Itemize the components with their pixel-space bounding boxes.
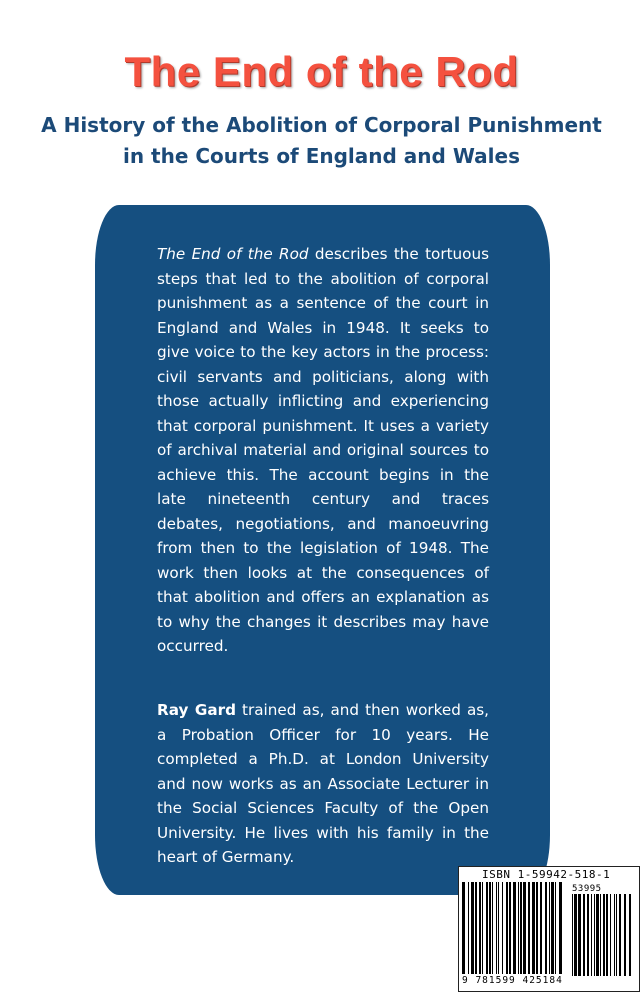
barcode-bar: [475, 882, 477, 974]
barcode-bar: [606, 894, 608, 976]
barcode-bar: [532, 882, 535, 974]
barcode-bar: [559, 882, 562, 974]
price-barcode: [572, 894, 634, 976]
description-italic-title: The End of the Rod: [157, 245, 309, 263]
description-text: describes the tortuous steps that led to the abolition of corporal punishment as a sentence of the court in England and Wales in 1948. It seeks to give voice to the key actors in the process: civil servants and politicians, along with those actually inflicting and experiencing that corporal punishment. It uses a variety of archival material and original sources to achieve this. The account begins in the late nineteenth century and traces debates, negotiations, and manoeuvring from then to the legislation of 1948. The work then looks at the consequences of that abolition and offers an explanation as to why the changes it describes may have occurred.: [157, 245, 489, 655]
barcode-bar: [591, 894, 592, 976]
barcode-bar: [536, 882, 538, 974]
barcode-bar: [545, 882, 547, 974]
barcode-bar: [600, 894, 601, 976]
barcode-bar: [549, 882, 550, 974]
barcode-bar: [551, 882, 554, 974]
barcode-bar: [513, 882, 516, 974]
barcode-bar: [572, 894, 573, 976]
isbn-label: ISBN 1-59942-518-1: [482, 868, 611, 881]
barcode-bar: [518, 882, 519, 974]
barcode-bar: [610, 894, 611, 976]
barcode-bar: [502, 882, 503, 974]
author-bio-text: trained as, and then worked as, a Probation Officer for 10 years. He completed a Ph.D. at London University and now works as an Associate Lecturer in the Social Sciences Faculty of the Open University. He lives with his family in the heart of Germany.: [157, 701, 489, 866]
book-description: [157, 242, 489, 659]
barcode-bar: [520, 882, 522, 974]
barcode-bar: [555, 882, 556, 974]
barcode-bar: [506, 882, 508, 974]
subtitle-line-2: in the Courts of England and Wales: [122, 144, 520, 168]
barcode-bar: [523, 882, 526, 974]
barcode-bar: [596, 894, 599, 976]
barcode-bar: [471, 882, 474, 974]
barcode-bar: [583, 894, 585, 976]
ean-digits: 9 781599 425184: [462, 975, 563, 986]
barcode-bar: [468, 882, 469, 974]
barcode-bar: [479, 882, 481, 974]
ean-barcode: [462, 882, 566, 974]
barcode-bar: [509, 882, 511, 974]
barcode-bar: [587, 894, 589, 976]
barcode-bar: [528, 882, 530, 974]
barcode-bar: [496, 882, 497, 974]
barcode-bar: [482, 882, 483, 974]
price-code: 53995: [572, 884, 602, 894]
barcode-bar: [486, 882, 488, 974]
book-title: The End of the Rod: [124, 48, 519, 95]
barcode-bar: [462, 882, 465, 974]
barcode-bar: [603, 894, 605, 976]
book-subtitle: [0, 110, 643, 172]
barcode-bar: [594, 894, 595, 976]
barcode-bar: [489, 882, 491, 974]
barcode-bar: [540, 882, 542, 974]
author-bio: [157, 698, 489, 870]
barcode-bar: [574, 894, 577, 976]
barcode-bar: [616, 894, 617, 976]
barcode-bar: [578, 894, 581, 976]
barcode-bar: [498, 882, 499, 974]
subtitle-line-1: A History of the Abolition of Corporal Punishment: [41, 113, 602, 137]
barcode-bar: [629, 894, 631, 976]
barcode-bar: [492, 882, 493, 974]
author-name: Ray Gard: [157, 701, 236, 719]
barcode-bar: [624, 894, 626, 976]
barcode-bar: [619, 894, 621, 976]
barcode-bar: [614, 894, 615, 976]
